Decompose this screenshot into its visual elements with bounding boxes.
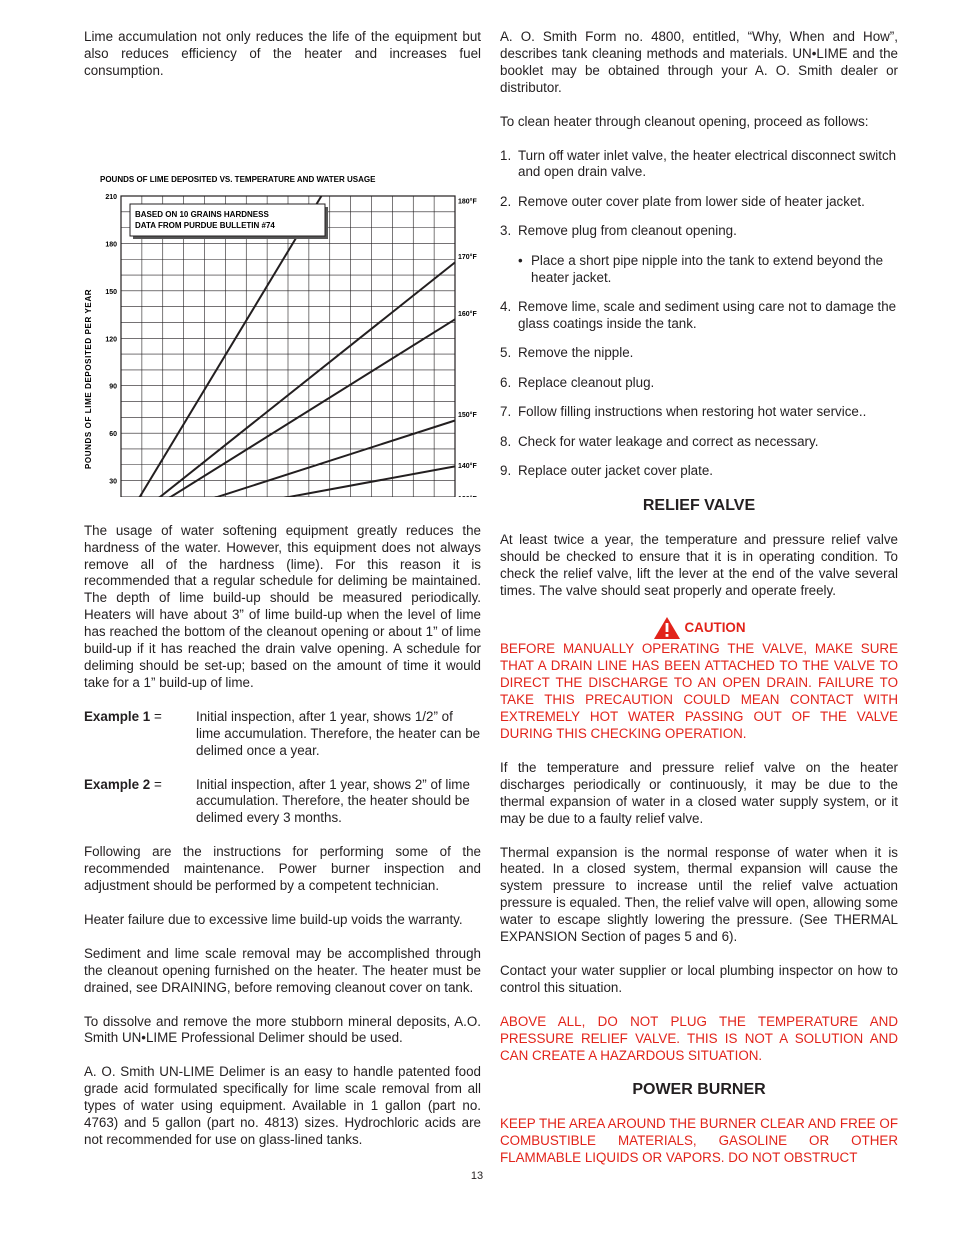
list-item: 5. Remove the nipple. bbox=[500, 345, 634, 361]
example-1-equals: = bbox=[153, 708, 162, 724]
list-item: 3. Remove plug from cleanout opening. bbox=[500, 223, 737, 239]
list-item: 7. Follow filling instructions when restoring hot water service.. bbox=[500, 404, 867, 420]
above-all-warning: ABOVE ALL, DO NOT PLUG THE TEMPERATURE AND PRESSURE RELIEF VALVE. THIS IS NOT A SOLUTION AND CAN CREATE A HAZARDOUS SITUATION. bbox=[500, 1013, 898, 1063]
discharge-paragraph: If the temperature and pressure relief valve on the heater discharges periodically or continuously, it may be due to the thermal expansion of water in a closed water supply system, or it may be due to a faulty relief valve. bbox=[500, 759, 898, 826]
proceed-paragraph: To clean heater through cleanout opening, proceed as follows: bbox=[500, 113, 869, 129]
relief-valve-paragraph: At least twice a year, the temperature and pressure relief valve should be checked to ensure that it is in operating condition. To check the relief valve, lift the lever at the end of the valve several times. The valve should seat properly and operate freely. bbox=[500, 531, 898, 598]
chart-series-label: 150°F bbox=[458, 411, 477, 419]
chart-annotation bbox=[130, 204, 328, 239]
lime-chart-svg bbox=[84, 97, 481, 497]
chart-series-label: 180°F bbox=[458, 198, 477, 206]
example-2-text: Initial inspection, after 1 year, shows 2” of lime accumulation. Therefore, the heater should be delimed every 3 months. bbox=[196, 776, 470, 826]
dissolve-paragraph: To dissolve and remove the more stubborn mineral deposits, A.O. Smith UN•LIME Professional Delimer should be used. bbox=[84, 1013, 481, 1046]
chart-series-label: 160°F bbox=[458, 310, 477, 318]
page-number: 13 bbox=[470, 1170, 484, 1182]
chart-y-tick-label: 30 bbox=[109, 478, 117, 486]
warning-triangle-icon bbox=[653, 616, 681, 640]
list-item: 6. Replace cleanout plug. bbox=[500, 374, 655, 390]
bullet-icon: • bbox=[518, 252, 523, 268]
contact-paragraph: Contact your water supplier or local plumbing inspector on how to control this situation. bbox=[500, 962, 898, 995]
list-item: 9. Replace outer jacket cover plate. bbox=[500, 462, 714, 478]
example-1 bbox=[84, 709, 481, 760]
example-1-label: Example 1 bbox=[84, 708, 151, 724]
form-4800-paragraph: A. O. Smith Form no. 4800, entitled, “Why, When and How”, describes tank cleaning methods and materials. UN•LIME and the booklet may be obtained through your A. O. Smith dealer or distributor. bbox=[500, 29, 898, 95]
caution-header bbox=[500, 616, 898, 640]
chart-series-label: 140°F bbox=[458, 462, 477, 470]
chart-y-tick-label: 150 bbox=[105, 288, 117, 296]
chart-series-line-180f bbox=[121, 196, 321, 497]
nipple-bullet: • Place a short pipe nipple into the tank to extend beyond the heater jacket. bbox=[518, 252, 884, 285]
chart-y-axis-label: POUNDS OF LIME DEPOSITED PER YEAR bbox=[84, 288, 93, 469]
sediment-paragraph: Sediment and lime scale removal may be accomplished through the cleanout opening furnished on the heater. The heater must be drained, see DRAINING, before removing cleanout cover on tank. bbox=[84, 945, 481, 995]
caution-label: CAUTION bbox=[684, 619, 746, 635]
cleaning-steps bbox=[500, 148, 898, 241]
list-item: 2. Remove outer cover plate from lower side of heater jacket. bbox=[500, 193, 865, 209]
list-item: 4. Remove lime, scale and sediment using care not to damage the glass coatings inside the tank. bbox=[500, 298, 897, 331]
caution-text: BEFORE MANUALLY OPERATING THE VALVE, MAKE SURE THAT A DRAIN LINE HAS BEEN ATTACHED TO THE VALVE TO DIRECT THE DISCHARGE TO AN OPEN DRAIN. FAILURE TO TAKE THIS PRECAUTION COULD MEAN CONTACT WITH EXTREMELY HOT WATER PASSING OUT OF THE VALVE DURING THIS CHECKING OPERATION. bbox=[500, 641, 898, 741]
unlime-paragraph: A. O. Smith UN-LIME Delimer is an easy to handle patented food grade acid formulated specifically for lime scale removal from all types of water using equipment. Available in 1 gallon (part no. 4763) and 5 gallon (part no. 4813) sizes. Hydrochloric acids are not recommended for use on glass-lined tanks. bbox=[84, 1064, 481, 1147]
power-burner-warning: KEEP THE AREA AROUND THE BURNER CLEAR AND FREE OF COMBUSTIBLE MATERIALS, GASOLINE OR OTHER FLAMMABLE LIQUIDS OR VAPORS. DO NOT OBSTRUCT bbox=[500, 1116, 898, 1166]
chart-y-tick-label: 120 bbox=[105, 336, 117, 344]
chart-series-label bbox=[458, 495, 477, 497]
chart-y-tick-label: 90 bbox=[109, 383, 117, 391]
warranty-paragraph: Heater failure due to excessive lime build-up voids the warranty. bbox=[84, 911, 463, 927]
example-2-label: Example 2 bbox=[84, 776, 151, 792]
lime-intro-paragraph: Lime accumulation not only reduces the life of the equipment but also reduces efficiency of the heater and increases fuel consumption. bbox=[84, 29, 481, 78]
power-burner-heading: POWER BURNER bbox=[632, 1081, 766, 1099]
example-1-text: Initial inspection, after 1 year, shows 1/2” of lime accumulation. Therefore, the heater can be delimed once a year. bbox=[196, 708, 481, 758]
chart-y-tick-label: 210 bbox=[105, 193, 117, 201]
chart-series-label: 170°F bbox=[458, 253, 477, 261]
thermal-expansion-paragraph: Thermal expansion is the normal response of water when it is heated. In a closed system, thermal expansion will cause the system pressure to increase until the relief valve actuation pressure is equaled. Then, the relief valve will open, allowing some water to escape slightly lowering the pressure. (See THERMAL EXPANSION Section of pages 5 and 6). bbox=[500, 844, 898, 945]
example-2 bbox=[84, 777, 481, 828]
list-item: 8. Check for water leakage and correct as necessary. bbox=[500, 433, 819, 449]
example-2-equals: = bbox=[153, 776, 162, 792]
left-column bbox=[84, 29, 481, 1166]
following-paragraph: Following are the instructions for performing some of the recommended maintenance. Power burner inspection and adjustment should be performed by a competent technician. bbox=[84, 844, 481, 894]
annotation-line-1: BASED ON 10 GRAINS HARDNESS bbox=[135, 209, 269, 219]
annotation-line-2: DATA FROM PURDUE BULLETIN #74 bbox=[135, 220, 275, 230]
chart-y-tick-label: 180 bbox=[105, 241, 117, 249]
right-column bbox=[500, 29, 898, 1184]
chart-y-tick-label: 60 bbox=[109, 430, 117, 438]
lime-chart bbox=[84, 97, 481, 497]
cleaning-steps-continued bbox=[500, 299, 898, 480]
relief-valve-heading: RELIEF VALVE bbox=[642, 496, 756, 514]
softening-paragraph: The usage of water softening equipment greatly reduces the hardness of the water. However, this equipment does not always remove all of the hardness (lime). For this reason it is recommended that a regular schedule for deliming be maintained. The depth of lime build-up should be measured periodically. Heaters will have about 3” of lime build-up when the level of lime has reached the bottom of the cleanout opening or about 1” of lime build-up if it has reached the drain valve opening. A schedule for deliming should be set-up; based on the amount of time it would take for a 1” build-up of lime. bbox=[84, 522, 481, 690]
list-item: 1. Turn off water inlet valve, the heater electrical disconnect switch and open drain valve. bbox=[500, 147, 897, 180]
chart-title: POUNDS OF LIME DEPOSITED VS. TEMPERATURE AND WATER USAGE bbox=[100, 174, 376, 184]
